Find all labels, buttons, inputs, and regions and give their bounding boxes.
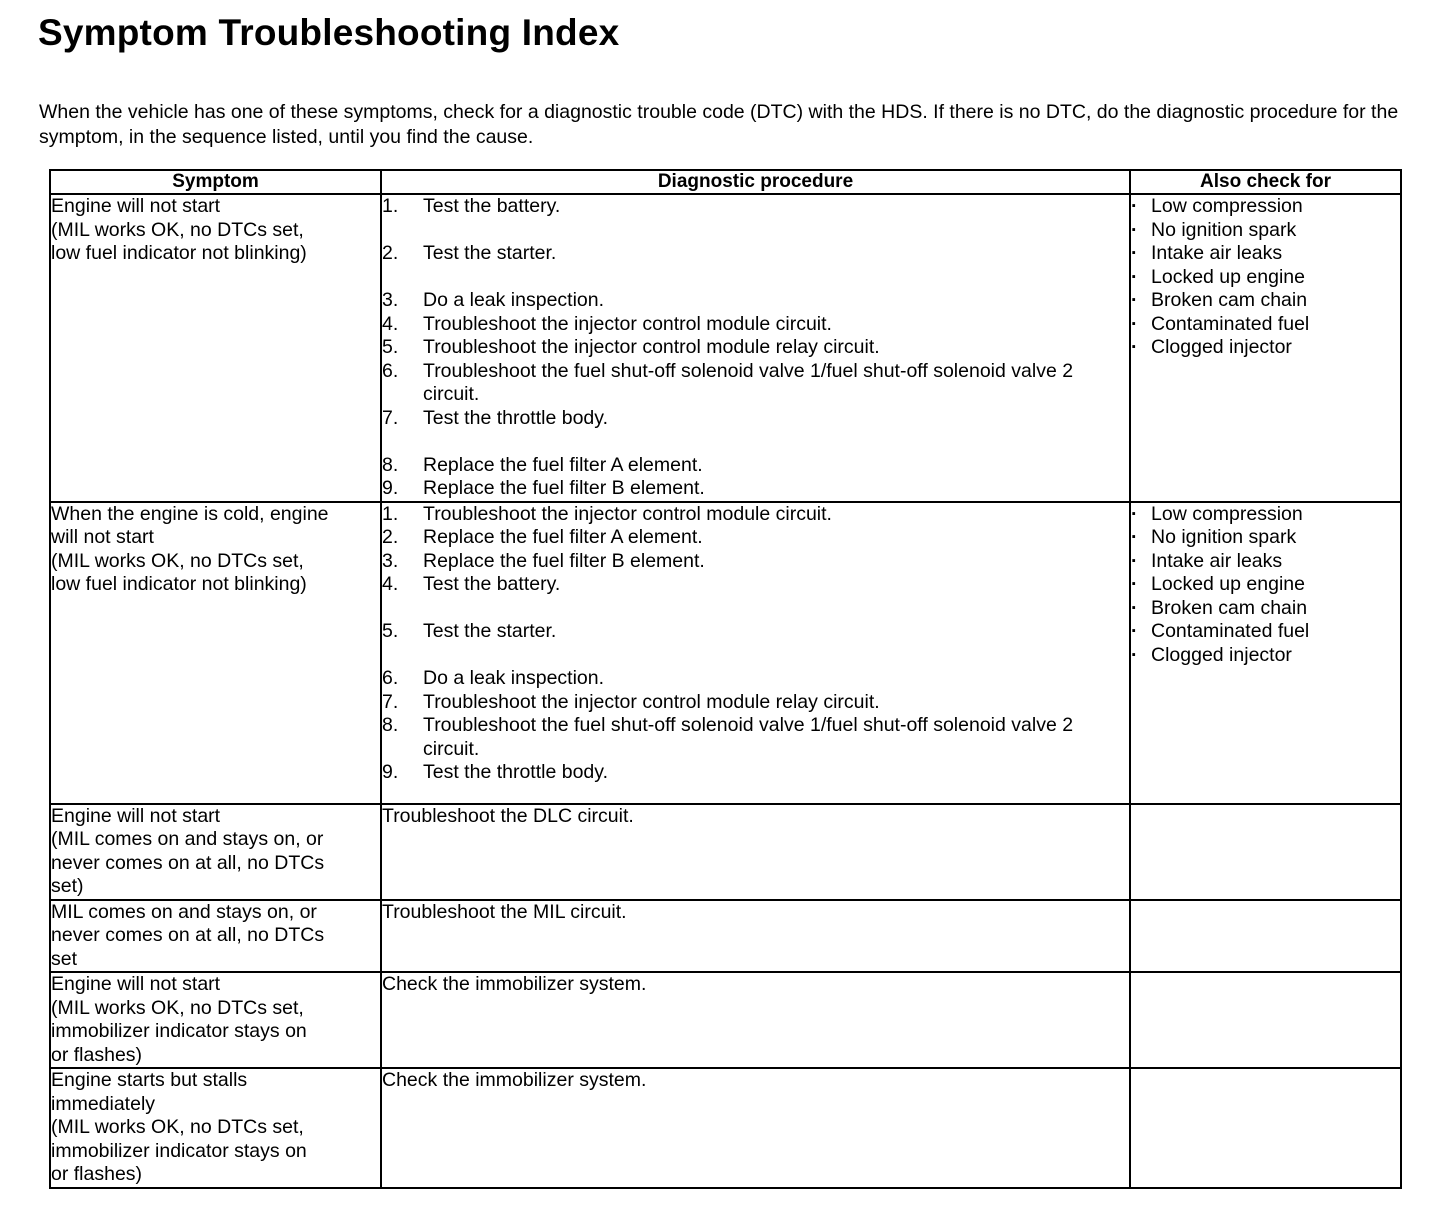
table-row [50,502,1401,804]
list-item [1131,266,1400,290]
procedure-steps [382,195,1129,501]
procedure-cell [381,900,1130,973]
step-text: Replace the fuel filter B element. [423,477,705,499]
also-check-cell [1130,1068,1401,1188]
list-item [1131,242,1400,266]
step-text: Test the starter. [423,620,557,642]
procedure-cell [381,1068,1130,1188]
symptom-line: immobilizer indicator stays on [51,1139,307,1162]
symptom-line: When the engine is cold, engine [51,502,329,525]
procedure-step [382,667,1129,691]
procedure-text: Troubleshoot the DLC circuit. [382,804,634,827]
symptom-line: (MIL works OK, no DTCs set, [51,996,304,1019]
step-number: 7. [382,406,399,429]
step-text: Test the battery. [423,573,561,595]
step-text: Troubleshoot the injector control module circuit. [423,502,832,525]
symptom-line: never comes on at all, no DTCs [51,851,325,874]
step-text: Troubleshoot the fuel shut-off solenoid valve 1/fuel shut-off solenoid valve 2 circuit. [423,359,1074,405]
symptom-cell [50,972,381,1068]
bullet-icon: · [1131,312,1138,335]
step-text: Do a leak inspection. [423,289,605,311]
header-diagnostic-procedure: Diagnostic procedure [381,170,1130,194]
table-row [50,972,1401,1068]
list-item [1131,550,1400,574]
page-title: Symptom Troubleshooting Index [38,12,620,53]
list-item [1131,620,1400,644]
bullet-icon: · [1131,502,1138,525]
check-item: Clogged injector [1151,643,1292,666]
check-item: Low compression [1151,502,1303,525]
symptom-line: or flashes) [51,1163,143,1185]
bullet-icon: · [1131,549,1138,572]
step-text: Replace the fuel filter A element. [423,526,703,548]
bullet-icon: · [1131,265,1138,288]
symptom-line: (MIL comes on and stays on, or [51,828,324,850]
step-number: 5. [382,336,399,358]
bullet-icon: · [1131,526,1138,548]
step-number: 6. [382,359,399,382]
procedure-step [382,454,1129,478]
procedure-text: Check the immobilizer system. [382,973,647,995]
step-text: Replace the fuel filter A element. [423,453,703,476]
symptom-line: (MIL works OK, no DTCs set, [51,1116,304,1138]
symptom-line: or flashes) [51,1043,143,1066]
check-item: Intake air leaks [1151,549,1283,572]
bullet-icon: · [1131,336,1138,358]
check-item: Contaminated fuel [1151,312,1310,335]
list-item [1131,597,1400,621]
procedure-cell [381,194,1130,502]
check-item: Locked up engine [1151,265,1305,288]
procedure-step [382,336,1129,360]
symptom-table [49,169,1402,1189]
symptom-line: MIL comes on and stays on, or [51,900,317,923]
procedure-step [382,195,1129,219]
procedure-step [382,761,1129,785]
list-item [1131,289,1400,313]
bullet-icon: · [1131,643,1138,666]
procedure-step [382,620,1129,644]
procedure-cell [381,972,1130,1068]
list-item [1131,219,1400,243]
header-symptom: Symptom [50,170,381,194]
check-item: Intake air leaks [1151,242,1283,264]
step-number: 5. [382,620,399,642]
procedure-text: Troubleshoot the MIL circuit. [382,900,627,923]
also-check-cell [1130,972,1401,1068]
symptom-line: Engine will not start [51,973,221,995]
list-item [1131,573,1400,597]
check-item: Broken cam chain [1151,596,1308,619]
procedure-cell [381,804,1130,900]
step-number: 2. [382,242,399,264]
symptom-cell [50,804,381,900]
step-text: Troubleshoot the injector control module relay circuit. [423,336,880,358]
symptom-line: Engine will not start [51,195,221,217]
step-number: 3. [382,549,399,572]
list-item [1131,336,1400,360]
table-row [50,900,1401,973]
symptom-line: set [51,947,78,970]
check-item: Low compression [1151,195,1303,217]
step-number: 8. [382,714,399,736]
symptom-line: low fuel indicator not blinking) [51,573,307,595]
bullet-icon: · [1131,620,1138,642]
symptom-line: Engine starts but stalls [51,1069,248,1091]
step-text: Test the throttle body. [423,406,608,429]
procedure-step [382,526,1129,550]
step-text: Troubleshoot the injector control module relay circuit. [423,690,880,713]
also-check-cell [1130,804,1401,900]
also-check-cell [1130,900,1401,973]
symptom-line: (MIL works OK, no DTCs set, [51,218,304,241]
bullet-icon: · [1131,596,1138,619]
symptom-line: immediately [51,1092,156,1115]
list-item [1131,313,1400,337]
step-number: 8. [382,453,399,476]
also-check-cell [1130,194,1401,502]
bullet-icon: · [1131,195,1138,217]
table-row [50,1068,1401,1188]
procedure-step [382,503,1129,527]
procedure-step [382,691,1129,715]
procedure-text: Check the immobilizer system. [382,1069,647,1091]
list-item [1131,644,1400,668]
check-item: Clogged injector [1151,336,1292,358]
check-item: Broken cam chain [1151,289,1308,311]
list-item [1131,503,1400,527]
procedure-steps [382,503,1129,785]
procedure-step [382,714,1129,761]
step-text: Do a leak inspection. [423,667,605,689]
bullet-icon: · [1131,242,1138,264]
step-number: 9. [382,761,399,783]
bullet-icon: · [1131,289,1138,311]
step-text: Replace the fuel filter B element. [423,549,705,572]
header-row [50,170,1401,194]
also-check-cell [1130,502,1401,804]
procedure-step [382,289,1129,313]
bullet-icon: · [1131,573,1138,595]
step-text: Test the starter. [423,242,557,264]
symptom-line: immobilizer indicator stays on [51,1020,307,1042]
symptom-line: set) [51,875,84,897]
step-number: 6. [382,667,399,689]
header-also-check-for: Also check for [1130,170,1401,194]
check-item: Contaminated fuel [1151,620,1310,642]
symptom-cell [50,1068,381,1188]
step-number: 9. [382,477,399,499]
check-item: No ignition spark [1151,526,1297,548]
step-text: Troubleshoot the injector control module circuit. [423,312,832,335]
procedure-step [382,573,1129,597]
list-item [1131,195,1400,219]
step-text: Troubleshoot the fuel shut-off solenoid valve 1/fuel shut-off solenoid valve 2 circuit. [423,714,1074,760]
symptom-cell [50,900,381,973]
symptom-line: never comes on at all, no DTCs [51,924,325,946]
check-item: No ignition spark [1151,218,1297,241]
procedure-step [382,313,1129,337]
symptom-line: Engine will not start [51,804,221,827]
symptom-line: (MIL works OK, no DTCs set, [51,549,304,572]
check-item: Locked up engine [1151,573,1305,595]
step-number: 1. [382,195,399,217]
step-number: 4. [382,312,399,335]
bullet-icon: · [1131,218,1138,241]
list-item [1131,526,1400,550]
intro-paragraph: When the vehicle has one of these symptoms, check for a diagnostic trouble code (DTC) with the HDS. If there is no DTC, do the diagnostic procedure for the symptom, in the sequence listed, until you find the cause. [39,101,1399,148]
step-text: Test the throttle body. [423,761,608,783]
step-number: 4. [382,573,399,595]
procedure-step [382,407,1129,431]
also-check-list [1131,195,1400,360]
step-text: Test the battery. [423,195,561,217]
step-number: 3. [382,289,399,311]
symptom-cell [50,502,381,804]
step-number: 2. [382,526,399,548]
procedure-step [382,242,1129,266]
procedure-cell [381,502,1130,804]
step-number: 1. [382,502,399,525]
step-number: 7. [382,690,399,713]
also-check-list [1131,503,1400,668]
procedure-step [382,550,1129,574]
symptom-line: will not start [51,526,154,548]
procedure-step [382,477,1129,501]
table-row [50,804,1401,900]
table-row [50,194,1401,502]
symptom-cell [50,194,381,502]
symptom-line: low fuel indicator not blinking) [51,242,307,264]
procedure-step [382,360,1129,407]
